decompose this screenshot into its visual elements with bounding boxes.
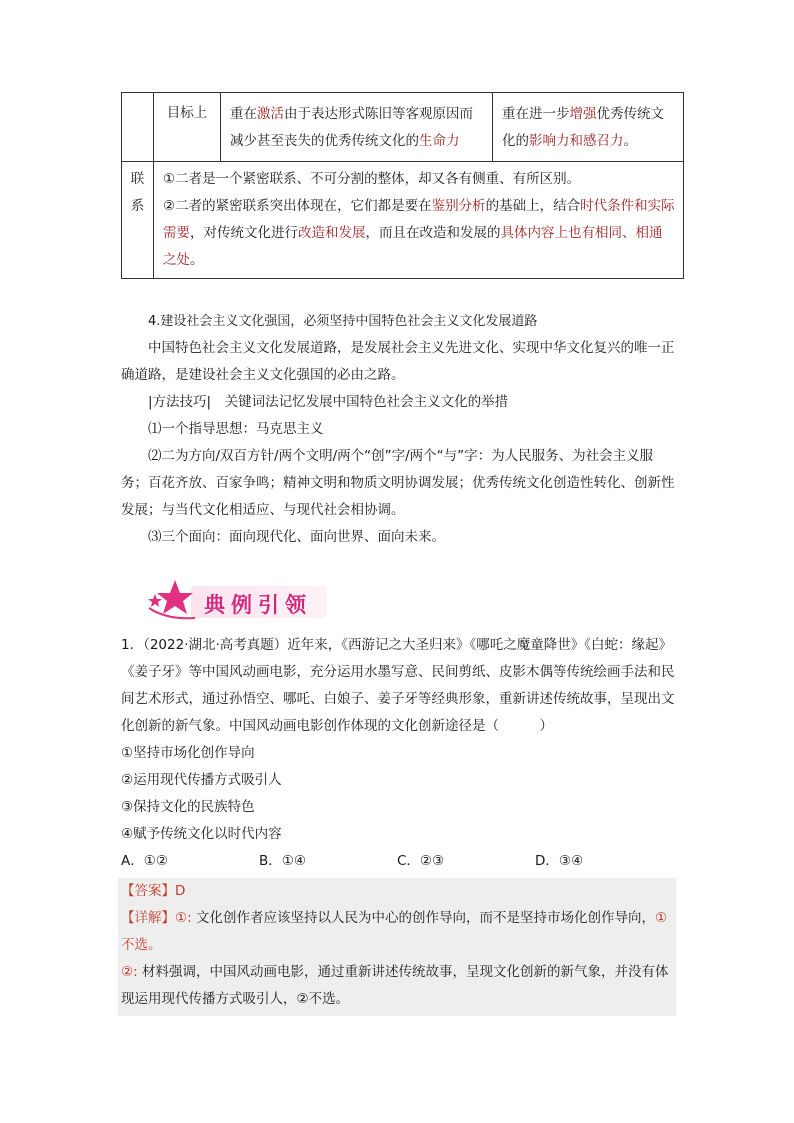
table-row: [122, 93, 684, 162]
relation-point-1: ①二者是一个紧密联系、不可分割的整体，却又各有侧重、有所区别。: [163, 171, 581, 187]
star-icon: [148, 580, 195, 618]
text-segment: ，而且在改造和发展的: [365, 225, 501, 241]
text-segment: 。: [190, 252, 204, 268]
list-item: ⑴一个指导思想：马克思主义: [148, 421, 324, 437]
relation-point-2: [163, 193, 675, 274]
highlight-text: 时代条件和实际需要: [163, 198, 675, 241]
option-c[interactable]: C．②③: [397, 853, 445, 869]
detail-tag: 【详解】: [121, 910, 175, 926]
option-a[interactable]: A．①②: [121, 853, 168, 869]
row-label-relation: [122, 162, 154, 279]
highlight-text: 改造和发展: [298, 225, 366, 241]
list-item: ⑶三个面向：面向现代化、面向世界、面向未来。: [148, 529, 445, 545]
answer-line: [121, 878, 676, 905]
table-row: [122, 162, 684, 279]
option-d[interactable]: D．③④: [535, 853, 584, 869]
row-label-goal: 目标上: [154, 93, 221, 162]
answer-box: [118, 878, 676, 1016]
highlight-text: 增强: [569, 106, 597, 122]
highlight-text: 激活: [257, 106, 284, 122]
detail-line-1: [121, 905, 676, 959]
option-b[interactable]: B．①④: [259, 853, 306, 869]
text-segment: 由于表达形式陈旧等客观原因而减少甚至丧失的优秀传统文化的: [230, 106, 473, 149]
text-segment: 优秀传统文化的: [502, 106, 664, 149]
highlight-text: 具体内容上也有相同、相通之处: [163, 225, 663, 268]
list-item: ⑵二为方向/双百方针/两个文明/两个“创”字/两个“与”字：为人民服务、为社会主义服务；百花齐放、百家争鸣；精神文明和物质文明协调发展；优秀传统文化创造性转化、创新性发展；与当代文化相适应、与现代社会相协调。: [121, 448, 675, 518]
text-segment: 重在进一步: [502, 106, 570, 122]
highlight-text: 生命力: [419, 133, 460, 149]
options-row: [121, 848, 681, 875]
detail-1-prefix: ①:: [175, 910, 196, 926]
relation-label: 联系: [130, 171, 145, 214]
section-heading: 4.建设社会主义文化强国，必须坚持中国特色社会主义文化发展道路: [148, 314, 538, 329]
statement-4: ④赋予传统文化以时代内容: [121, 826, 282, 842]
goal-right-cell: [493, 93, 684, 162]
text-segment: 重在: [230, 106, 257, 122]
detail-2-text: 材料强调，中国风动画电影，通过重新讲述传统故事，呈现文化创新的新气象，并没有体现运用现代传播方式吸引人，②不选。: [121, 964, 669, 1007]
text-segment: 的基础上，结合: [485, 198, 581, 214]
question-block: [121, 632, 681, 875]
question-stem: 1．（2022·湖北·高考真题）近年来，《西游记之大圣归来》《哪吒之魔童降世》《白蛇：缘起》《姜子牙》等中国风动画电影，充分运用水墨写意、民间剪纸、皮影木偶等传统绘画手法和民间艺术形式，通过孙悟空、哪吒、白娘子、姜子牙等经典形象，重新讲述传统故事，呈现出文化创新的新气象。中国风动画电影创作体现的文化创新途径是（ ）: [121, 637, 675, 734]
detail-2-prefix: ②:: [121, 964, 142, 980]
statement-3: ③保持文化的民族特色: [121, 799, 255, 815]
highlight-text: 鉴别分析: [431, 198, 486, 214]
text-segment: ，对传统文化进行: [190, 225, 298, 241]
answer-value: D: [175, 883, 186, 899]
statement-1: ①坚持市场化创作导向: [121, 745, 255, 761]
text-segment: 。: [623, 133, 637, 149]
detail-1-suffix: ①不选。: [121, 910, 668, 953]
comparison-table: [121, 92, 684, 279]
text-segment: ②二者的紧密联系突出体现在，它们都是要在: [163, 198, 432, 214]
statement-2: ②运用现代传播方式吸引人: [121, 772, 282, 788]
relation-body-cell: [154, 162, 684, 279]
section-body: [121, 308, 676, 551]
section-paragraph: 中国特色社会主义文化发展道路，是发展社会主义先进文化、实现中华文化复兴的唯一正确道路，是建设社会主义文化强国的必由之路。: [121, 340, 675, 383]
detail-line-2: [121, 959, 676, 1013]
detail-1-text: 文化创作者应该坚持以人民为中心的创作导向，而不是坚持市场化创作导向，: [195, 910, 655, 926]
answer-tag: 【答案】: [121, 883, 175, 899]
table-cell: [122, 93, 154, 162]
goal-left-cell: [221, 93, 493, 162]
method-tip: |方法技巧| 关键词法记忆发展中国特色社会主义文化的举措: [148, 394, 509, 410]
banner-title: 典例引领: [204, 593, 312, 617]
highlight-text: 影响力和感召力: [529, 133, 624, 149]
